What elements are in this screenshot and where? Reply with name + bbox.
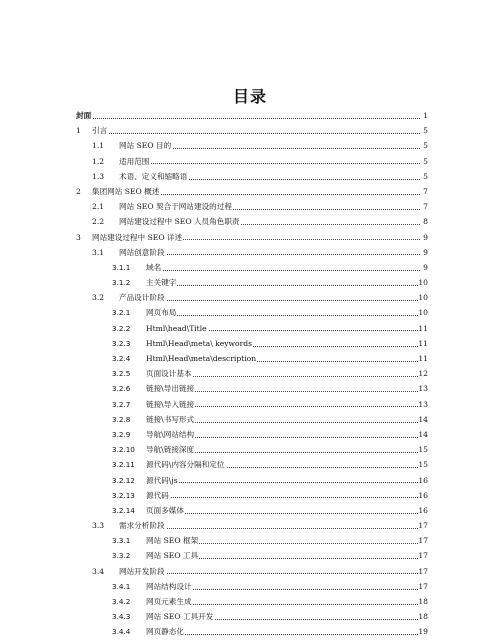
toc-entry-page-number: 11 <box>418 351 428 366</box>
toc-entry[interactable] <box>76 548 428 563</box>
toc-entry-label: 导航\网站结构 <box>146 427 195 442</box>
toc-entry[interactable] <box>76 138 428 153</box>
toc-entry-page-number: 17 <box>418 548 428 563</box>
toc-entry-label: 网站 SEO 框架 <box>146 533 199 548</box>
toc-entry[interactable] <box>76 457 428 472</box>
toc-entry-number: 3.4.3 <box>112 612 131 622</box>
toc-entry-label: 网站开发阶段 <box>119 564 166 579</box>
toc-entry-label: 网站建设过程中 SEO 人员角色职责 <box>119 214 241 229</box>
toc-entry-label: 网站创意阶段 <box>119 245 166 260</box>
toc-entry-page-number: 10 <box>418 305 428 320</box>
toc-entry-label: 引言 <box>92 123 108 138</box>
toc-entry[interactable] <box>76 442 428 457</box>
toc-entry[interactable] <box>76 366 428 381</box>
toc-entry-number: 3.1 <box>92 247 105 257</box>
toc-entry-number: 3.3.2 <box>112 551 131 561</box>
toc-entry[interactable] <box>76 533 428 548</box>
toc-entry-number: 3.2.3 <box>112 338 131 348</box>
toc-entry[interactable] <box>76 488 428 503</box>
toc-entry-number: 3.2.7 <box>112 399 131 409</box>
toc-entry-number: 2.1 <box>92 202 105 212</box>
toc-entry-page-number: 19 <box>418 624 428 639</box>
toc-entry-page-number: 12 <box>418 366 428 381</box>
toc-entry-label: 网站 SEO 目的 <box>119 138 172 153</box>
toc-entry-number: 3.2.8 <box>112 414 131 424</box>
toc-entry[interactable] <box>76 564 428 579</box>
table-of-contents <box>76 108 428 640</box>
toc-entry-number: 3.2.5 <box>112 369 131 379</box>
toc-entry[interactable] <box>76 381 428 396</box>
toc-entry-page-number: 16 <box>418 503 428 518</box>
toc-entry-page-number: 13 <box>418 397 428 412</box>
toc-entry-number: 3.2.4 <box>112 354 131 363</box>
toc-entry[interactable] <box>76 199 428 214</box>
toc-entry-number: 3.3.1 <box>112 536 131 546</box>
toc-entry-page-number: 10 <box>418 290 428 305</box>
toc-entry-number: 1.1 <box>92 141 105 151</box>
toc-entry-page-number: 14 <box>418 412 428 427</box>
toc-entry-number: 3.2 <box>92 293 105 303</box>
toc-entry-label: Html\head\Title <box>146 321 208 336</box>
toc-entry-label: 域名 <box>146 260 162 275</box>
toc-entry-number: 3.1.2 <box>112 278 131 288</box>
toc-entry[interactable] <box>76 245 428 260</box>
toc-entry-label: 网页布局 <box>146 305 177 320</box>
toc-entry-page-number: 17 <box>418 518 428 533</box>
toc-entry-label: 网站 SEO 契合于网站建设的过程 <box>119 199 233 214</box>
toc-entry-page-number: 18 <box>418 594 428 609</box>
toc-entry-label: Html\Head\meta\ keywords <box>146 336 253 351</box>
toc-entry-label: 网页静态化 <box>146 624 185 639</box>
toc-entry-page-number: 17 <box>418 579 428 594</box>
toc-entry-number: 3.2.11 <box>112 460 135 470</box>
toc-entry-label: 主关键字 <box>146 275 177 290</box>
toc-entry-page-number: 17 <box>418 564 428 579</box>
toc-entry[interactable] <box>76 351 428 366</box>
toc-entry-number: 1 <box>76 126 81 136</box>
toc-entry-page-number: 15 <box>418 457 428 472</box>
toc-entry-page-number: 11 <box>418 321 428 336</box>
toc-entry-number: 3.2.6 <box>112 384 131 394</box>
toc-entry-label: 网站建设过程中 SEO 详述 <box>92 230 183 245</box>
toc-entry-number: 3.2.2 <box>112 323 131 333</box>
toc-entry[interactable] <box>76 609 428 624</box>
toc-entry-number: 3.3 <box>92 521 105 531</box>
toc-entry-label: 导航\链接深度 <box>146 442 195 457</box>
toc-leader-dots <box>146 624 420 639</box>
toc-entry-number: 2.2 <box>92 217 105 227</box>
toc-entry-number: 3.2.12 <box>112 475 135 485</box>
toc-entry-label: 网页元素生成 <box>146 594 193 609</box>
toc-entry-page-number: 9 <box>423 260 428 275</box>
toc-entry-label: 源代码\内容分隔和定位 <box>146 457 226 472</box>
toc-entry-page-number: 5 <box>423 123 428 138</box>
toc-entry-label: 封面 <box>76 108 92 123</box>
toc-entry-number: 3.4.2 <box>112 597 131 606</box>
toc-entry-label: 源代码 <box>146 488 170 503</box>
toc-entry-label: 链接\导入链接 <box>146 397 195 412</box>
toc-entry-page-number: 16 <box>418 488 428 503</box>
toc-leader-dots <box>146 503 420 518</box>
toc-entry-number: 2 <box>76 186 81 196</box>
toc-entry-page-number: 9 <box>423 230 428 245</box>
toc-entry-page-number: 7 <box>423 199 428 214</box>
toc-leader-dots <box>76 108 420 123</box>
toc-entry-number: 3.4.4 <box>112 627 131 637</box>
toc-entry-label: 网站结构设计 <box>146 579 193 594</box>
toc-entry-page-number: 13 <box>418 381 428 396</box>
toc-entry-page-number: 5 <box>423 138 428 153</box>
toc-leader-dots <box>146 488 420 503</box>
toc-entry[interactable] <box>76 503 428 518</box>
toc-entry-number: 3.2.10 <box>112 445 135 455</box>
toc-entry-label: 页面设计基本 <box>146 366 193 381</box>
toc-entry-page-number: 8 <box>423 214 428 229</box>
toc-entry-label: 源代码\js <box>146 473 179 488</box>
toc-entry-page-number: 7 <box>423 184 428 199</box>
toc-entry[interactable] <box>76 154 428 169</box>
toc-entry-number: 1.2 <box>92 156 105 166</box>
toc-entry[interactable] <box>76 260 428 275</box>
toc-entry-number: 3.2.1 <box>112 308 131 318</box>
toc-entry-label: 页面多媒体 <box>146 503 185 518</box>
toc-entry[interactable] <box>76 230 428 245</box>
toc-entry[interactable] <box>76 397 428 412</box>
toc-entry-number: 3.2.9 <box>112 429 131 439</box>
toc-entry-number: 3.2.14 <box>112 505 135 515</box>
toc-entry[interactable] <box>76 123 428 138</box>
toc-entry-label: 产品设计阶段 <box>119 290 166 305</box>
toc-entry[interactable] <box>76 321 428 336</box>
toc-title: 目录 <box>232 87 267 106</box>
toc-entry-number: 3.2.13 <box>112 490 135 500</box>
toc-entry-number: 3.4 <box>92 566 105 576</box>
toc-entry-page-number: 18 <box>418 609 428 624</box>
toc-leader-dots <box>146 473 420 488</box>
toc-entry-page-number: 5 <box>423 169 428 184</box>
toc-entry[interactable] <box>76 169 428 184</box>
toc-entry-label: 链接\导出链接 <box>146 381 195 396</box>
toc-entry[interactable] <box>76 412 428 427</box>
toc-entry-page-number: 10 <box>418 275 428 290</box>
toc-entry[interactable] <box>76 624 428 639</box>
toc-leader-dots <box>119 154 420 169</box>
toc-leader-dots <box>146 275 420 290</box>
toc-entry-page-number: 15 <box>418 442 428 457</box>
toc-entry[interactable] <box>76 184 428 199</box>
toc-entry[interactable] <box>76 427 428 442</box>
toc-entry-label: Html\Head\meta\description <box>146 351 257 366</box>
toc-entry-page-number: 17 <box>418 533 428 548</box>
toc-entry[interactable] <box>76 579 428 594</box>
toc-entry-page-number: 5 <box>423 154 428 169</box>
toc-entry[interactable] <box>76 336 428 351</box>
toc-entry-label: 网站 SEO 工具开发 <box>146 609 214 624</box>
toc-entry[interactable] <box>76 275 428 290</box>
toc-entry[interactable] <box>76 290 428 305</box>
toc-entry-number: 3 <box>76 232 81 242</box>
toc-entry-label: 集团网站 SEO 概述 <box>92 184 160 199</box>
toc-entry-label: 需求分析阶段 <box>119 518 166 533</box>
toc-entry[interactable] <box>76 108 428 123</box>
toc-entry-page-number: 16 <box>418 473 428 488</box>
toc-entry-number: 1.3 <box>92 171 105 181</box>
toc-entry[interactable] <box>76 518 428 533</box>
toc-leader-dots <box>146 260 420 275</box>
toc-entry-label: 网站 SEO 工具 <box>146 548 199 563</box>
toc-leader-dots <box>92 123 420 138</box>
toc-leader-dots <box>146 305 420 320</box>
toc-entry[interactable] <box>76 473 428 488</box>
toc-entry-label: 术语、定义和缩略语 <box>119 169 188 184</box>
toc-entry-label: 适用范围 <box>119 154 150 169</box>
toc-entry[interactable] <box>76 594 428 609</box>
toc-entry-number: 3.1.1 <box>112 262 131 272</box>
toc-entry[interactable] <box>76 214 428 229</box>
toc-entry-page-number: 11 <box>418 336 428 351</box>
toc-entry-label: 链接\书写形式 <box>146 412 195 427</box>
toc-entry-number: 3.4.1 <box>112 581 131 591</box>
toc-entry-page-number: 9 <box>423 245 428 260</box>
toc-entry-page-number: 14 <box>418 427 428 442</box>
toc-entry-page-number: 1 <box>423 108 428 123</box>
toc-entry[interactable] <box>76 305 428 320</box>
